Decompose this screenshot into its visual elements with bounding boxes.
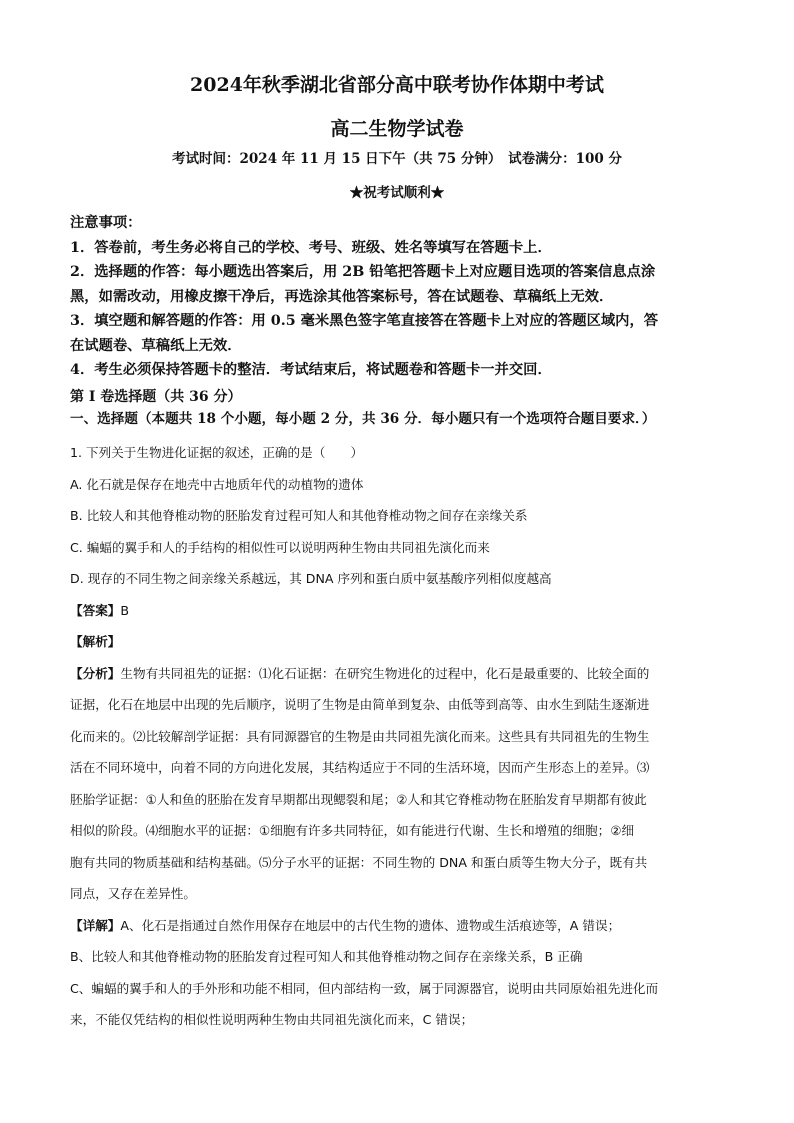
detail-line: 来，不能仅凭结构的相似性说明两种生物由共同祖先演化而来，C 错误； <box>70 1012 474 1027</box>
detail-line: C、蝙蝠的翼手和人的手外形和功能不相同，但内部结构一致，属于同源器官，说明由共同原始祖先进化而 <box>70 980 659 996</box>
option-a: A. 化石就是保存在地壳中古地质年代的动植物的遗体 <box>70 476 364 492</box>
notice-line: 1．答卷前，考生务必将自己的学校、考号、班级、姓名等填写在答题卡上． <box>70 239 552 256</box>
analysis-line: 胞有共同的物质基础和结构基础。⑸分子水平的证据：不同生物的 DNA 和蛋白质等生物大分子，既有共 <box>70 854 648 870</box>
answer-value: B <box>120 602 130 618</box>
analysis-line: 胚胎学证据：①人和鱼的胚胎在发育早期都出现鳃裂和尾；②人和其它脊椎动物在胚胎发育早期都有彼此 <box>70 791 647 807</box>
analysis-line: 活在不同环境中，向着不同的方向进化发展，其结构适应于不同的生活环境，因而产生形态上的差异。⑶ <box>70 760 650 775</box>
question-1 <box>70 437 730 1036</box>
exam-title: 2024年秋季湖北省部分高中联考协作体期中考试 <box>190 74 604 96</box>
answer-line <box>70 595 730 627</box>
analysis-line: 证据，化石在地层中出现的先后顺序，说明了生物是由简单到复杂、由低等到高等、由水生到陆生逐渐进 <box>70 697 650 712</box>
detail-tag: 【详解】 <box>70 917 121 933</box>
option-b: B. 比较人和其他脊椎动物的胚胎发育过程可知人和其他脊椎动物之间存在亲缘关系 <box>70 508 528 523</box>
analysis-tag: 【分析】 <box>70 665 121 681</box>
notice-heading: 注意事项： <box>70 215 142 231</box>
analysis-line: 相似的阶段。⑷细胞水平的证据：①细胞有许多共同特征，如有能进行代谢、生长和增殖的细胞；②细 <box>70 823 635 838</box>
section-header <box>70 386 730 430</box>
detail-line: B、比较人和其他脊椎动物的胚胎发育过程可知人和其他脊椎动物之间存在亲缘关系，B 正确 <box>70 949 583 964</box>
good-luck-line: ★祝考试顺利★ <box>349 185 445 201</box>
analysis-label: 【解析】 <box>70 634 121 649</box>
section-heading: 一、选择题（本题共 18 个小题，每小题 2 分，共 36 分．每小题只有一个选项符合题目要求．） <box>70 411 656 427</box>
question-stem: 1. 下列关于生物进化证据的叙述，正确的是（ ） <box>70 445 364 460</box>
answer-label: 【答案】 <box>70 602 121 618</box>
notice-section <box>70 211 730 383</box>
notice-line: 在试题卷、草稿纸上无效． <box>70 337 242 354</box>
option-c: C. 蝙蝠的翼手和人的手结构的相似性可以说明两种生物由共同祖先演化而来 <box>70 539 490 555</box>
analysis-line: 同点，又存在差异性。 <box>70 886 196 901</box>
notice-line: 3．填空题和解答题的作答：用 0.5 毫米黑色签字笔直接答在答题卡上对应的答题区域内，答 <box>70 313 659 329</box>
notice-line: 4．考生必须保持答题卡的整洁．考试结束后，将试题卷和答题卡一并交回． <box>70 362 552 378</box>
analysis-line: 【分析】生物有共同祖先的证据：⑴化石证据：在研究生物进化的过程中，化石是最重要的、比较全面的 <box>70 665 650 681</box>
option-d: D. 现存的不同生物之间亲缘关系越远，其 DNA 序列和蛋白质中氨基酸序列相似度越高 <box>70 571 552 586</box>
exam-subtitle: 高二生物学试卷 <box>330 118 464 140</box>
analysis-line: 化而来的。⑵比较解剖学证据：具有同源器官的生物是由共同祖先演化而来。这些具有共同祖先的生物生 <box>70 728 650 744</box>
detail-line: 【详解】A、化石是指通过自然作用保存在地层中的古代生物的遗体、遗物或生活痕迹等，A 错误； <box>70 917 621 933</box>
exam-info: 考试时间：2024 年 11 月 15 日下午（共 75 分钟） 试卷满分：100 分 <box>172 151 622 167</box>
notice-line: 黑，如需改动，用橡皮擦干净后，再选涂其他答案标号，答在试题卷、草稿纸上无效． <box>70 288 614 305</box>
part-title: 第 I 卷选择题（共 36 分） <box>70 389 242 405</box>
notice-line: 2．选择题的作答：每小题选出答案后，用 2B 铅笔把答题卡上对应题目选项的答案信息点涂 <box>70 264 656 280</box>
